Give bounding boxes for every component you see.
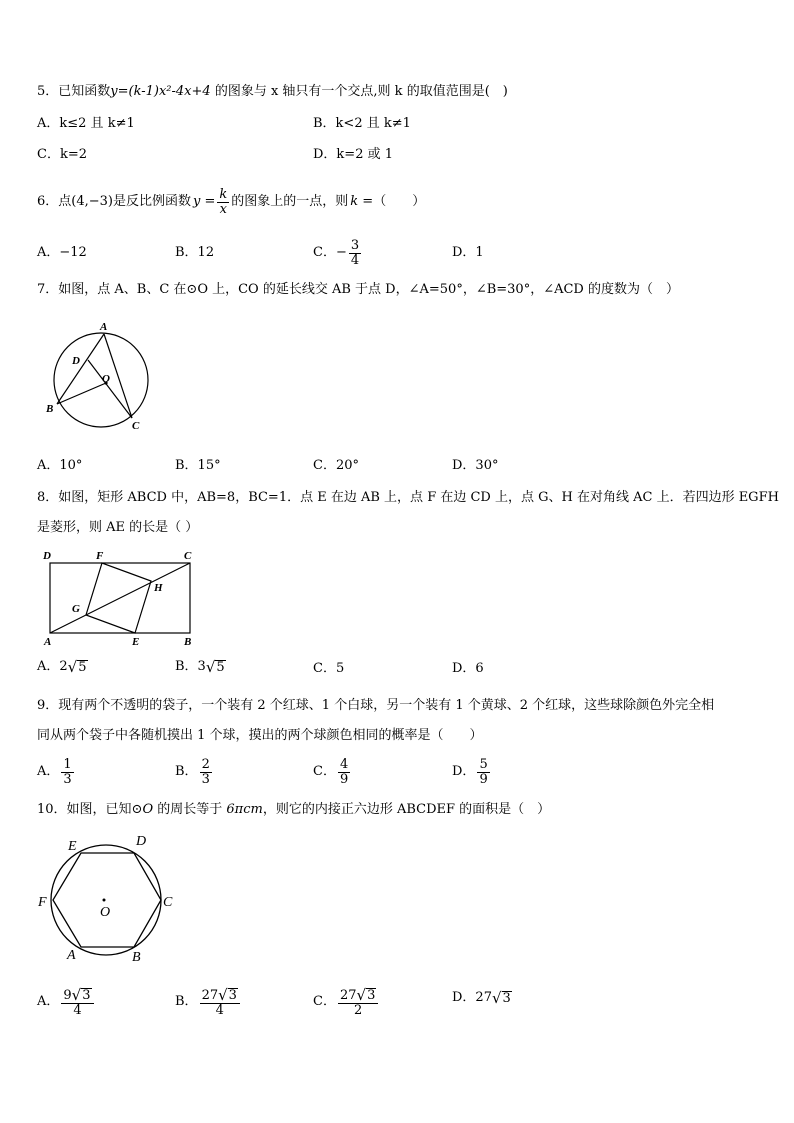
q10-circumference: 6πcm	[226, 802, 263, 817]
q8-option-a-sqrt: √ 5	[67, 658, 87, 676]
q6-option-c-fraction	[349, 239, 361, 268]
q7-stem: 7．如图，点 A、B、C 在⊙O 上，CO 的延长线交 AB 于点 D，∠A=50°，∠B=30°，∠ACD 的度数为（ ）	[37, 282, 679, 297]
q10-option-a	[37, 982, 96, 1022]
q10-label-f: F	[38, 895, 47, 910]
q10-option-b-label: B．	[175, 994, 198, 1009]
q10-label-c: C	[163, 895, 173, 910]
q8-option-b-sqrt: √ 5	[205, 658, 225, 676]
q10-stem-mid: 的周长等于	[153, 802, 227, 817]
q10-option-a-num: 9 √ 3	[61, 987, 93, 1004]
q10-label-a: A	[67, 948, 76, 963]
q7-option-b: B．15°	[175, 458, 221, 473]
q6-y-eq: y =	[193, 194, 216, 209]
q8-label-g: G	[72, 603, 80, 615]
q7-circle	[54, 333, 148, 427]
q10-option-a-den: 4	[73, 1002, 82, 1018]
q9-option-a-label: A．	[37, 764, 60, 779]
q9-option-b-den: 3	[201, 771, 210, 787]
q9-option-c-num: 4	[339, 756, 349, 772]
q10-option-b-radicand: 3	[228, 987, 237, 1003]
q6-option-d: D．1	[452, 245, 484, 260]
q9-option-b-fraction	[200, 758, 212, 787]
q5-function: y=(k-1)x²-4x+4	[110, 84, 211, 99]
q8-label-b: B	[184, 636, 192, 648]
q6-option-a: A．−12	[37, 245, 87, 260]
q8-option-c: C．5	[313, 661, 345, 676]
q10-option-c-radicand: 3	[367, 987, 376, 1003]
q9-stem-line1: 9．现有两个不透明的袋子，一个装有 2 个红球、1 个白球，另一个装有 1 个黄球、2 个红球，这些球除颜色外完全相	[37, 698, 715, 713]
q6-k-eq: k =	[350, 194, 374, 209]
q6-option-c	[313, 235, 363, 271]
q8-option-d: D．6	[452, 661, 484, 676]
q5-stem-pre: 5．已知函数	[37, 84, 111, 99]
q10-option-a-radicand: 3	[82, 987, 91, 1003]
q9-option-c	[313, 754, 352, 790]
q7-option-d: D．30°	[452, 458, 499, 473]
q9-option-d-label: D．	[452, 764, 476, 779]
q10-option-a-coef: 9	[63, 987, 72, 1003]
q8-stem-line1: 8．如图，矩形 ABCD 中，AB=8，BC=1．点 E 在边 AB 上，点 F 在边 CD 上，点 G、H 在对角线 AC 上．若四边形 EGFH	[37, 490, 779, 505]
q5-option-b: B．k<2 且 k≠1	[313, 116, 411, 131]
q8-label-d: D	[43, 550, 51, 562]
q10-label-e: E	[68, 839, 77, 854]
q10-circle	[51, 845, 161, 955]
q9-option-d-den: 9	[479, 771, 488, 787]
q10-stem-pre: 10．如图，已知	[37, 802, 132, 817]
q10-label-b: B	[132, 950, 141, 965]
q8-label-a: A	[44, 636, 52, 648]
q7-label-d: D	[72, 355, 80, 367]
q9-stem-line2: 同从两个袋子中各随机摸出 1 个球，摸出的两个球颜色相同的概率是（ ）	[37, 728, 483, 743]
q6-stem	[37, 184, 425, 220]
q10-option-c-coef: 27	[339, 987, 357, 1003]
q6-paren: （ ）	[373, 194, 426, 209]
q6-fraction	[217, 188, 229, 217]
q8-rhombus-egfh	[86, 563, 151, 633]
q6-frac-num: k	[219, 186, 228, 202]
q5-option-c: C．k=2	[37, 147, 87, 162]
q7-circle-figure	[40, 320, 160, 435]
q8-option-a-prefix: A．2	[37, 659, 68, 674]
q8-option-b-radicand: 5	[216, 660, 225, 675]
q6-stem-post: 的图象上的一点，则	[231, 194, 349, 209]
q10-option-b-fraction	[200, 987, 240, 1018]
q7-option-c: C．20°	[313, 458, 359, 473]
q10-option-c-label: C．	[313, 994, 336, 1009]
q9-option-a-fraction	[61, 758, 73, 787]
q9-option-a-den: 3	[63, 771, 72, 787]
q8-label-h: H	[154, 582, 163, 594]
q10-hexagon-abcdef	[53, 853, 161, 947]
q10-stem-post: ，则它的内接正六边形 ABCDEF 的面积是（ ）	[262, 802, 551, 817]
q7-label-c: C	[132, 420, 140, 432]
q6-point: (4,−3)	[71, 194, 113, 209]
q10-option-c	[313, 982, 380, 1022]
q9-option-d	[452, 754, 492, 790]
q10-option-b-num: 27 √ 3	[200, 987, 240, 1004]
q6-frac-den: x	[219, 201, 227, 217]
q8-option-b	[175, 659, 226, 675]
q9-option-c-fraction	[338, 758, 350, 787]
q5-option-a: A．k≤2 且 k≠1	[37, 116, 135, 131]
q10-hexagon-figure	[36, 830, 181, 966]
q9-option-c-label: C．	[313, 764, 336, 779]
q7-label-b: B	[46, 403, 54, 415]
q6-option-c-prefix: C．−	[313, 245, 347, 260]
q7-segment-cd	[88, 360, 132, 418]
q6-option-b: B．12	[175, 245, 215, 260]
q5-option-d: D．k=2 或 1	[313, 147, 393, 162]
q10-option-d-label: D．27	[452, 990, 492, 1005]
q5-stem-post: 的图象与 x 轴只有一个交点,则 k 的取值范围是( )	[210, 84, 508, 99]
q8-diagonal-ac	[50, 563, 190, 633]
q8-option-b-prefix: B．3	[175, 659, 206, 674]
q8-option-a	[37, 659, 88, 675]
q10-option-b-coef: 27	[201, 987, 219, 1003]
q10-option-a-fraction	[61, 987, 93, 1018]
q9-option-b	[175, 754, 214, 790]
q6-stem-mid: 是反比例函数	[113, 194, 192, 209]
q9-option-a-num: 1	[63, 756, 72, 772]
q10-stem	[37, 802, 550, 818]
q10-option-d	[452, 990, 512, 1006]
q10-label-d: D	[136, 834, 147, 849]
q5-stem	[37, 84, 508, 100]
q8-label-e: E	[132, 636, 140, 648]
q7-label-o: O	[102, 373, 110, 385]
q10-option-d-radicand: 3	[502, 991, 511, 1006]
q9-option-d-num: 5	[479, 756, 488, 772]
q8-label-f: F	[96, 550, 104, 562]
q6-stem-pre: 6．点	[37, 194, 72, 209]
q7-label-a: A	[100, 321, 108, 333]
q10-option-b-den: 4	[215, 1002, 224, 1018]
q10-option-a-label: A．	[37, 994, 60, 1009]
q10-option-c-fraction	[338, 987, 378, 1018]
q10-option-b	[175, 982, 242, 1022]
q6-option-c-num: 3	[350, 237, 360, 253]
q6-option-c-den: 4	[350, 252, 360, 268]
q10-option-c-num: 27 √ 3	[338, 987, 378, 1004]
q9-option-b-num: 2	[201, 756, 210, 772]
q10-circle-name: ⊙O	[131, 802, 154, 817]
q7-option-a: A．10°	[37, 458, 83, 473]
q8-option-a-radicand: 5	[78, 660, 87, 675]
q8-stem-line2: 是菱形，则 AE 的长是（ ）	[37, 520, 199, 535]
q10-center-dot	[103, 899, 106, 902]
q9-option-a	[37, 754, 76, 790]
q9-option-d-fraction	[477, 758, 489, 787]
q10-label-o: O	[100, 905, 111, 920]
q8-label-c: C	[184, 550, 192, 562]
q8-rectangle-figure	[38, 546, 208, 650]
q10-option-c-den: 2	[354, 1002, 363, 1018]
q9-option-b-label: B．	[175, 764, 198, 779]
q10-option-d-sqrt: √ 3	[491, 989, 511, 1007]
q9-option-c-den: 9	[339, 771, 349, 787]
